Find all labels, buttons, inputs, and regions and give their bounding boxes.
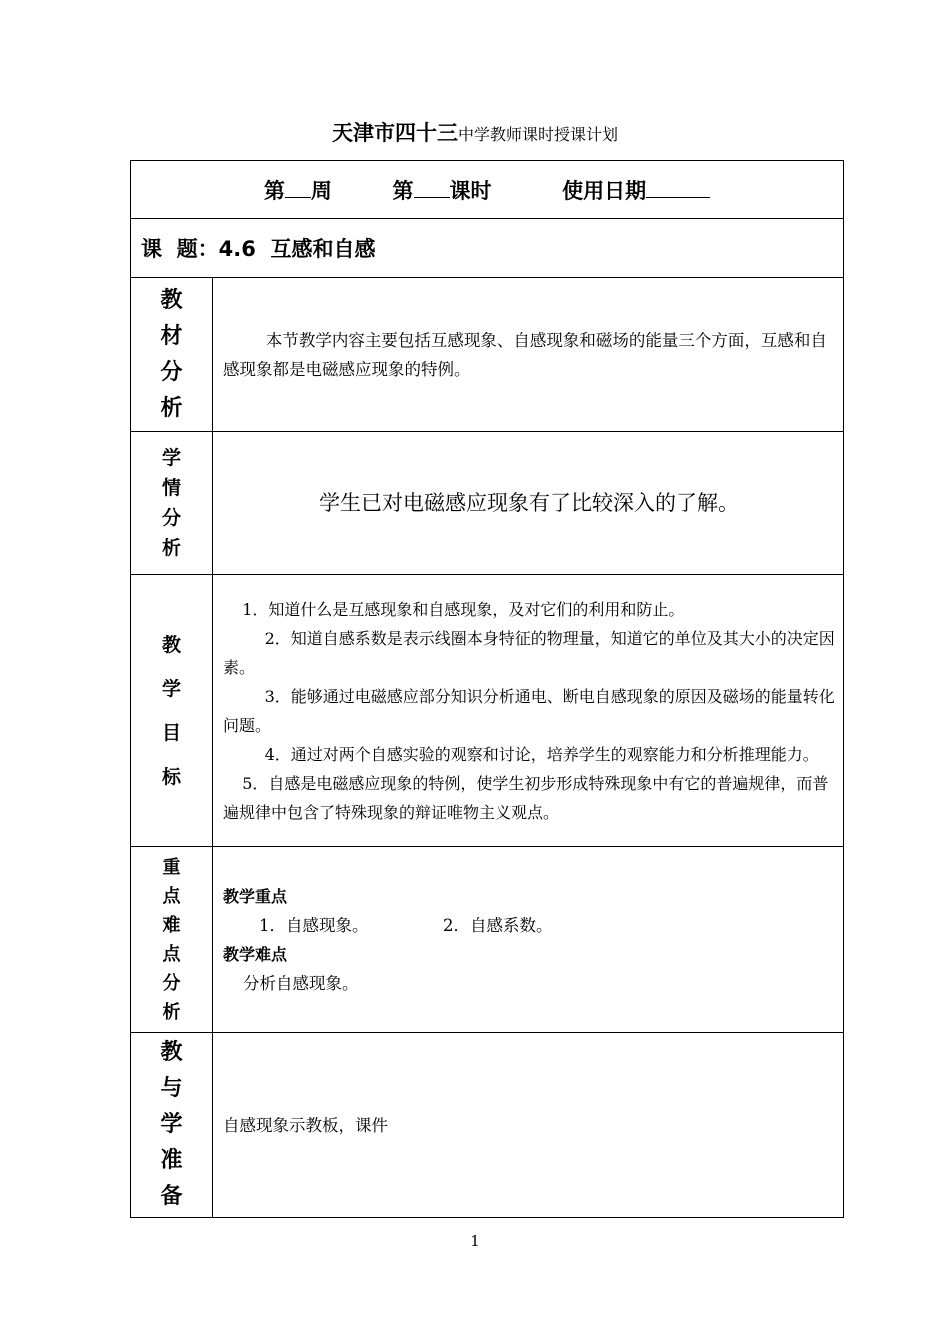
label-char: 分 [162,972,181,994]
schedule-header [131,161,844,219]
material-analysis-text: 本节教学内容主要包括互感现象、自感现象和磁场的能量三个方面，互感和自感现象都是电磁感应现象的特例。 [223,330,827,379]
lesson-prefix: 第 [392,178,414,203]
date-blank [646,179,710,198]
goal-item: 1．知道什么是互感现象和自感现象，及对它们的利用和防止。 [242,599,685,619]
material-analysis-label [131,278,213,432]
key-difficulty-cell [213,847,844,1033]
label-char: 教 [160,1040,183,1065]
preparation-text: 自感现象示教板，课件 [223,1115,388,1135]
difficulty-heading: 教学难点 [223,944,288,964]
title-rest: 中学教师课时授课计划 [457,125,618,144]
week-prefix: 第 [263,178,285,203]
label-char: 准 [160,1148,183,1173]
lesson-blank [414,179,450,198]
goal-item: 5．自感是电磁感应现象的特例，使学生初步形成特殊现象中有它的普遍规律，而普遍规律中包含了特殊现象的辩证唯物主义观点。 [223,773,829,822]
label-char: 学 [160,1112,183,1137]
label-char: 材 [160,323,183,349]
key-difficulty-label [131,847,213,1033]
week-suffix: 周 [310,178,332,203]
label-char: 析 [160,395,183,421]
label-char: 目 [161,721,181,744]
focus-item: 1．自感现象。 [259,915,369,935]
focus-item: 2．自感系数。 [443,915,553,935]
goal-item: 2．知道自感系数是表示线圈本身特征的物理量，知道它的单位及其大小的决定因素。 [223,628,835,677]
label-char: 点 [162,885,181,907]
focus-items [223,911,835,940]
week-blank [285,179,311,198]
label-char: 情 [161,477,181,499]
label-char: 学 [161,677,181,700]
label-char: 分 [161,507,181,529]
label-char: 点 [162,943,181,965]
lesson-suffix: 课时 [449,178,492,203]
page-number: 1 [470,1232,480,1250]
teaching-goals-label [131,575,213,847]
label-char: 教 [160,287,183,313]
label-char: 分 [160,359,183,385]
student-analysis-text: 学生已对电磁感应现象有了比较深入的了解。 [213,432,844,575]
student-analysis-label [131,432,213,575]
label-char: 教 [161,633,181,656]
label-char: 重 [162,856,181,878]
label-char: 析 [161,537,181,559]
teaching-goals-cell [213,575,844,847]
label-char: 析 [162,1001,181,1023]
label-char: 标 [161,765,181,788]
label-char: 备 [160,1184,183,1209]
label-char: 难 [162,914,181,936]
lesson-topic: 课 题：4.6 互感和自感 [131,219,844,278]
preparation-cell [213,1033,844,1218]
goal-item: 3．能够通过电磁感应部分知识分析通电、断电自感现象的原因及磁场的能量转化问题。 [223,686,835,735]
focus-heading: 教学重点 [223,886,288,906]
label-char: 学 [161,447,181,469]
difficulty-text: 分析自感现象。 [243,973,359,993]
preparation-label [131,1033,213,1218]
title-school: 天津市四十三 [331,121,458,145]
label-char: 与 [160,1076,183,1101]
material-analysis-cell [213,278,844,432]
document-title [0,118,950,150]
date-label: 使用日期 [562,178,647,203]
goal-item: 4．通过对两个自感实验的观察和讨论，培养学生的观察能力和分析推理能力。 [264,744,819,764]
lesson-plan-table [130,160,844,1218]
